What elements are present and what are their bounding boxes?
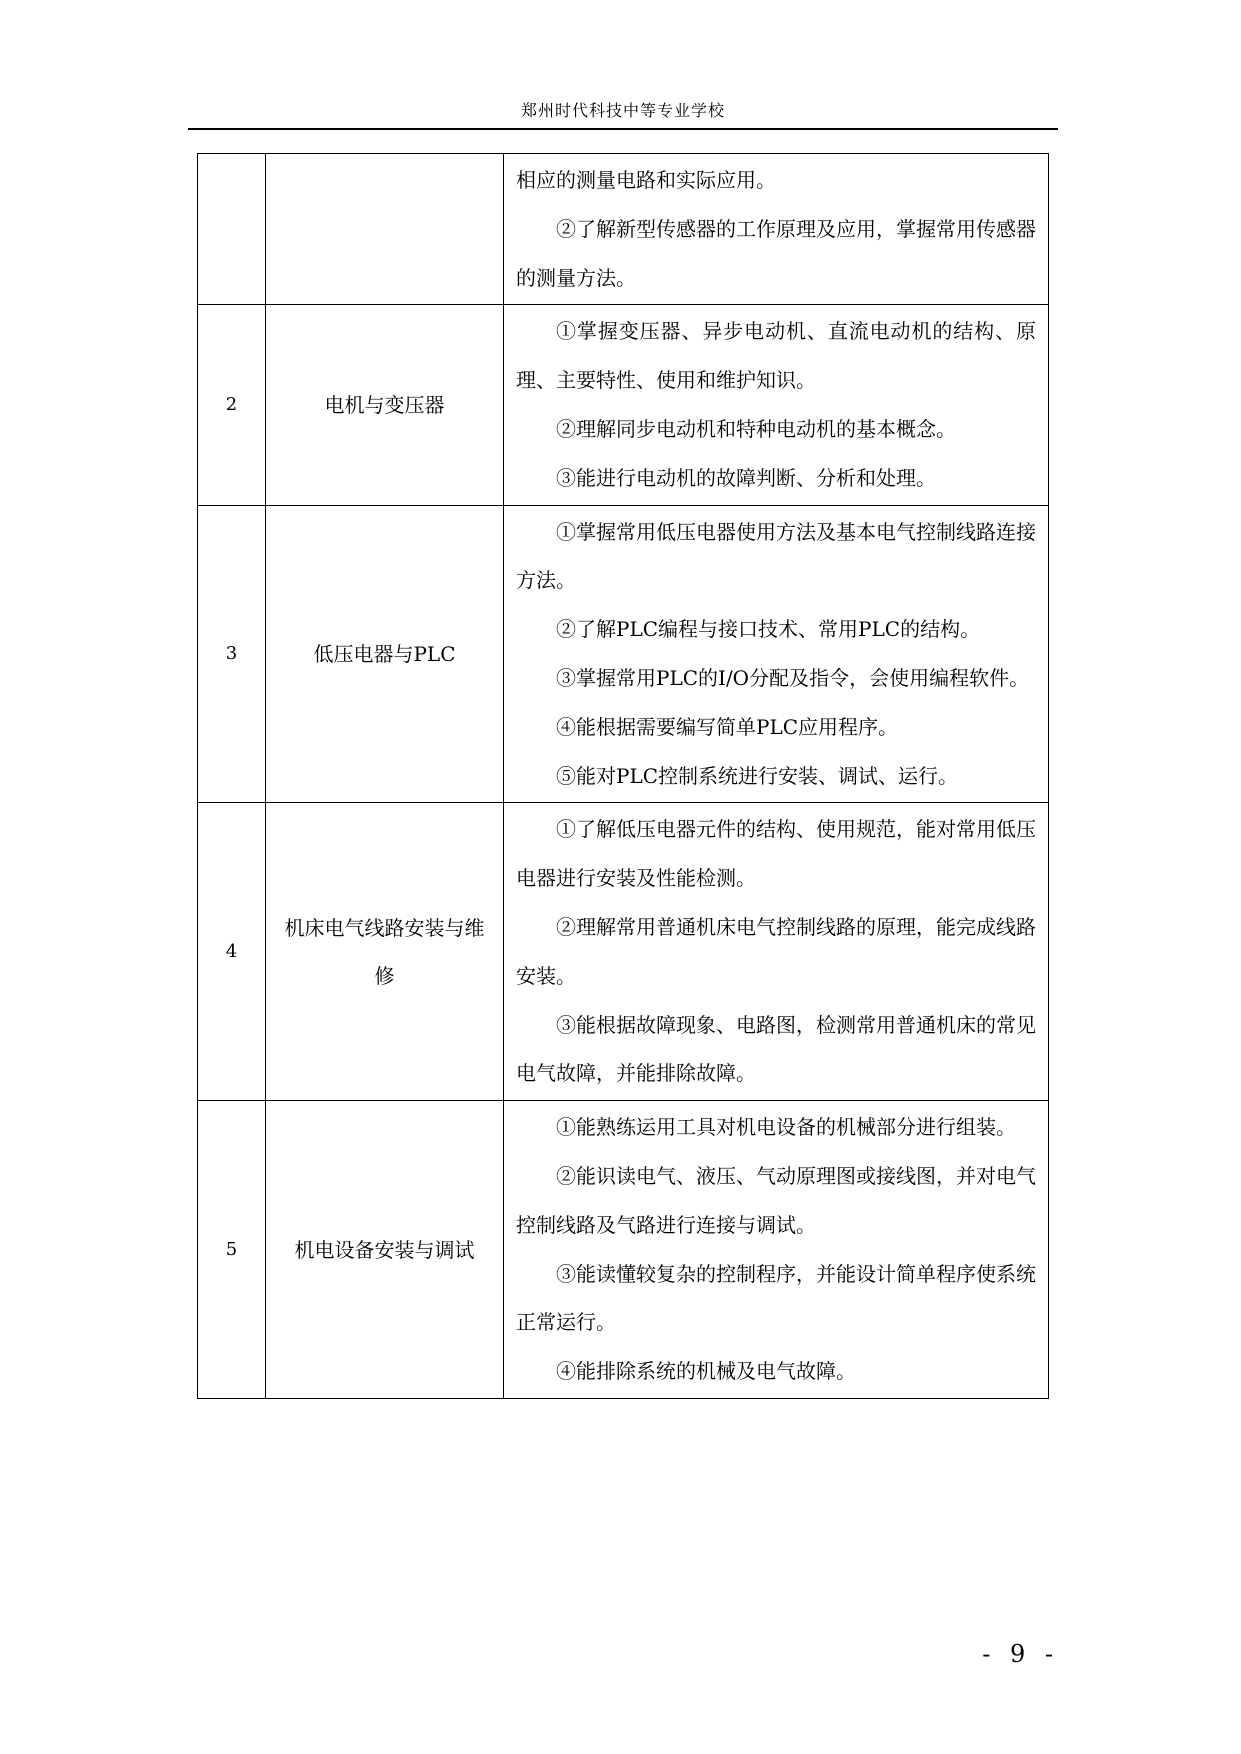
requirement-item: ⑤能对PLC控制系统进行安装、调试、运行。 xyxy=(556,763,959,788)
table-row xyxy=(198,1101,1049,1399)
requirement-item: ②了解新型传感器的工作原理及应用，掌握常用传感器的测量方法。 xyxy=(516,216,1036,290)
page-header xyxy=(188,98,1058,130)
table-row xyxy=(198,803,1049,1101)
requirements-cell xyxy=(504,505,1049,803)
requirement-item: ④能排除系统的机械及电气故障。 xyxy=(556,1359,856,1384)
requirement-item: ③能进行电动机的故障判断、分析和处理。 xyxy=(556,465,936,490)
requirement-item: ②理解同步电动机和特种电动机的基本概念。 xyxy=(556,416,956,441)
requirement-item: ②了解PLC编程与接口技术、常用PLC的结构。 xyxy=(556,617,981,642)
course-name-cell: 低压电器与PLC xyxy=(266,505,504,803)
requirement-item: ①掌握变压器、异步电动机、直流电动机的结构、原理、主要特性、使用和维护知识。 xyxy=(516,319,1036,393)
course-name-cell: 机床电气线路安装与维修 xyxy=(266,803,504,1101)
row-number-cell: 4 xyxy=(198,803,266,1101)
requirement-item: ①了解低压电器元件的结构、使用规范，能对常用低压电器进行安装及性能检测。 xyxy=(516,817,1036,891)
table-row xyxy=(198,305,1049,505)
course-name-cell: 机电设备安装与调试 xyxy=(266,1101,504,1399)
requirements-cell xyxy=(504,154,1049,305)
requirement-item: ③能根据故障现象、电路图，检测常用普通机床的常见电气故障，并能排除故障。 xyxy=(516,1012,1036,1086)
requirements-cell xyxy=(504,305,1049,505)
row-number-cell: 3 xyxy=(198,505,266,803)
course-name-cell: 电机与变压器 xyxy=(266,305,504,505)
requirement-item: ③能读懂较复杂的控制程序，并能设计简单程序使系统正常运行。 xyxy=(516,1261,1036,1335)
requirement-item: ④能根据需要编写简单PLC应用程序。 xyxy=(556,714,899,739)
requirement-item: 相应的测量电路和实际应用。 xyxy=(516,168,776,192)
school-name: 郑州时代科技中等专业学校 xyxy=(520,101,725,120)
requirement-item: ②理解常用普通机床电气控制线路的原理，能完成线路安装。 xyxy=(516,914,1036,988)
requirements-cell xyxy=(504,803,1049,1101)
page-number: - 9 - xyxy=(982,1640,1059,1668)
requirement-item: ①能熟练运用工具对机电设备的机械部分进行组装。 xyxy=(556,1115,1016,1140)
course-name-cell xyxy=(266,154,504,305)
row-number-cell: 2 xyxy=(198,305,266,505)
course-table xyxy=(197,153,1049,1399)
requirement-item: ②能识读电气、液压、气动原理图或接线图，并对电气控制线路及气路进行连接与调试。 xyxy=(516,1163,1036,1237)
requirements-cell xyxy=(504,1101,1049,1399)
requirement-item: ③掌握常用PLC的I/O分配及指令，会使用编程软件。 xyxy=(556,665,1030,690)
requirement-item: ①掌握常用低压电器使用方法及基本电气控制线路连接方法。 xyxy=(516,519,1036,593)
row-number-cell xyxy=(198,154,266,305)
table-row xyxy=(198,154,1049,305)
row-number-cell: 5 xyxy=(198,1101,266,1399)
table-row xyxy=(198,505,1049,803)
